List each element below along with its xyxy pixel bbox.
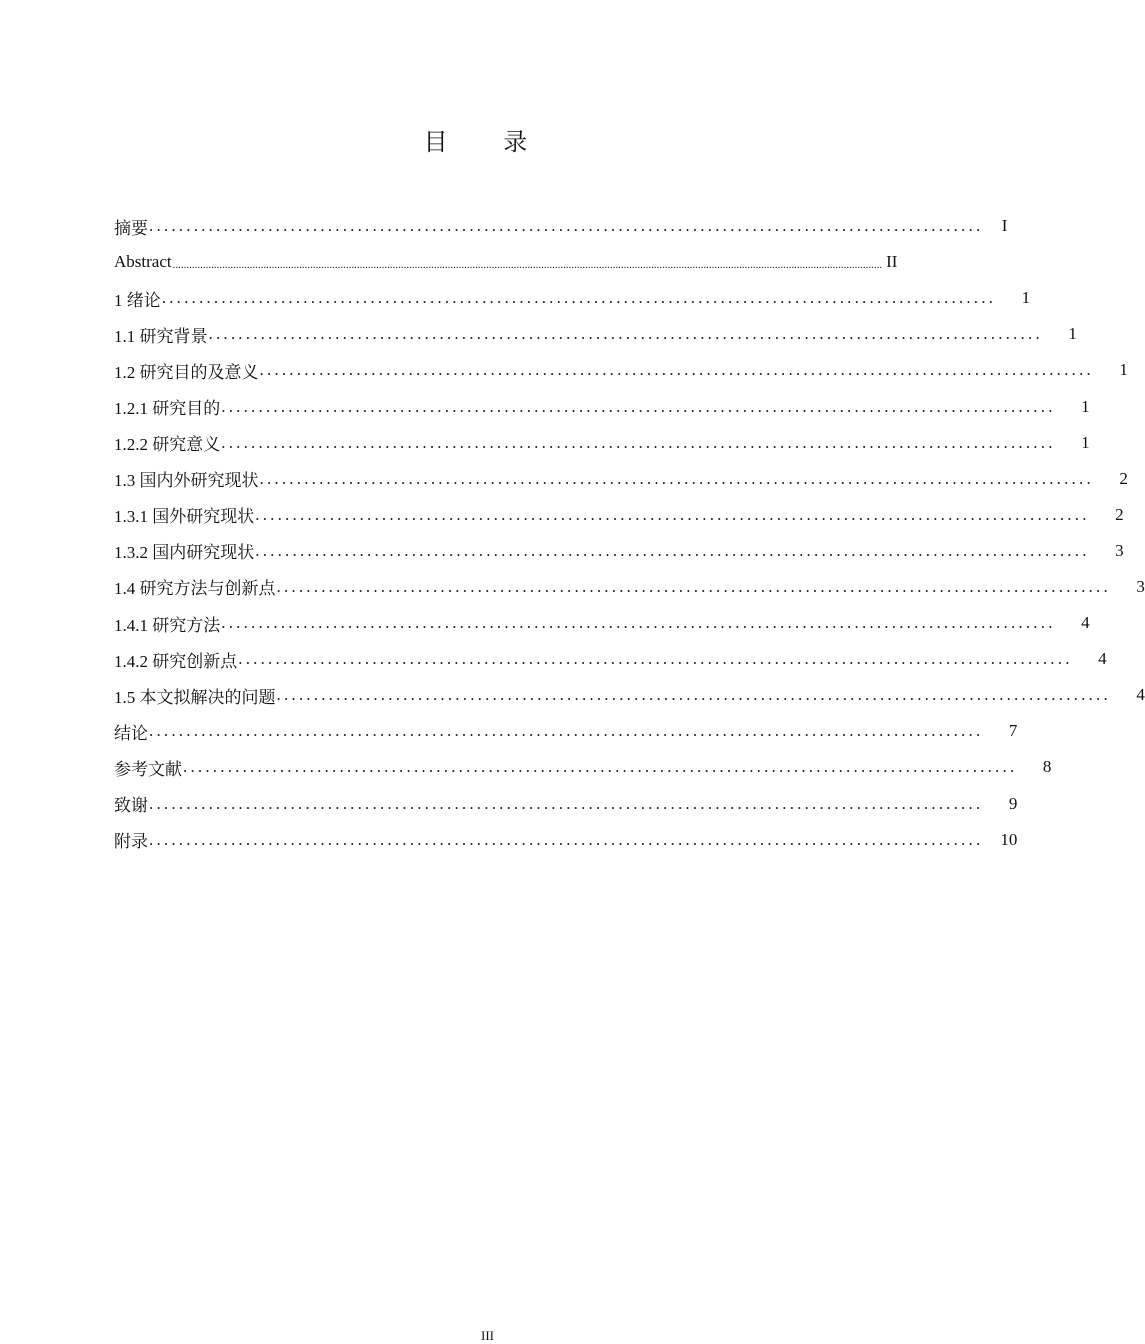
toc-entry-page: 4	[1098, 649, 1107, 669]
toc-entry-page: 9	[1008, 793, 1018, 813]
toc-entry[interactable]	[114, 425, 1090, 461]
toc-entry-label: 1 绪论	[114, 290, 161, 310]
toc-entry-label: 1.4 研究方法与创新点	[114, 579, 276, 599]
toc-entry-label: 1.3.2 国内研究现状	[114, 543, 255, 563]
toc-entry-label: 1.4.1 研究方法	[114, 615, 221, 635]
toc-entry-page: I	[1001, 216, 1008, 236]
toc-entry[interactable]	[114, 749, 1052, 785]
toc-entry[interactable]	[114, 388, 1090, 424]
toc-entry-label: 1.2.2 研究意义	[114, 435, 221, 455]
toc-entry-label: 摘要	[114, 218, 148, 238]
dot-leader: ................................................................................................................	[276, 576, 1111, 596]
toc-entry-label: 1.3.1 国外研究现状	[114, 507, 255, 527]
toc-entry[interactable]	[114, 822, 1018, 858]
toc-entry[interactable]	[114, 605, 1090, 641]
toc-entry-page: 4	[1136, 685, 1145, 705]
dot-leader: ................................................................................................................	[259, 360, 1094, 380]
dot-leader: ..................................................................................................................................................................................................................................................................	[172, 258, 883, 271]
toc-entry[interactable]	[114, 569, 1145, 605]
dot-leader: ................................................................................................................	[149, 216, 984, 236]
toc-entry[interactable]	[114, 677, 1145, 713]
dot-leader: ................................................................................................................	[221, 613, 1056, 633]
dot-leader: ................................................................................................................	[149, 829, 984, 849]
toc-entry[interactable]	[114, 533, 1124, 569]
table-of-contents	[114, 208, 1145, 858]
toc-entry-label: 结论	[114, 723, 148, 743]
toc-entry-page: II	[886, 252, 898, 272]
dot-leader: ................................................................................................................	[149, 793, 984, 813]
dot-leader: ................................................................................................................	[238, 649, 1073, 669]
toc-entry-page: 7	[1008, 721, 1018, 741]
dot-leader: ................................................................................................................	[255, 504, 1090, 524]
toc-entry-page: 3	[1136, 576, 1145, 596]
dot-leader: ................................................................................................................	[208, 324, 1043, 344]
toc-entry-page: 2	[1119, 468, 1128, 488]
toc-entry-page: 8	[1042, 757, 1052, 777]
toc-entry[interactable]	[114, 497, 1124, 533]
toc-entry[interactable]	[114, 641, 1107, 677]
dot-leader: ................................................................................................................	[276, 685, 1111, 705]
toc-entry-page: 2	[1115, 504, 1124, 524]
dot-leader: ................................................................................................................	[221, 396, 1056, 416]
toc-entry-page: 1	[1021, 288, 1031, 308]
toc-entry-label: 1.3 国内外研究现状	[114, 471, 259, 491]
toc-entry-page: 1	[1119, 360, 1128, 380]
dot-leader: ................................................................................................................	[149, 721, 984, 741]
dot-leader: ................................................................................................................	[259, 468, 1094, 488]
toc-entry-page: 3	[1115, 540, 1124, 560]
dot-leader: ................................................................................................................	[183, 757, 1018, 777]
toc-entry[interactable]	[114, 713, 1018, 749]
toc-entry[interactable]	[114, 208, 1008, 244]
toc-entry[interactable]	[114, 316, 1077, 352]
toc-entry-label: 1.2 研究目的及意义	[114, 362, 259, 382]
toc-entry[interactable]	[114, 352, 1128, 388]
toc-entry-label: 1.5 本文拟解决的问题	[114, 687, 276, 707]
toc-entry[interactable]	[114, 461, 1128, 497]
toc-entry-label: 附录	[114, 832, 148, 852]
toc-entry-page: 1	[1081, 396, 1090, 416]
toc-entry-label: 1.1 研究背景	[114, 326, 208, 346]
toc-entry-page: 10	[1000, 829, 1018, 849]
page-number: III	[481, 1328, 494, 1343]
toc-entry-label: 致谢	[114, 796, 148, 816]
toc-entry-label: Abstract	[114, 252, 172, 272]
page-title: 目 录	[423, 128, 552, 156]
toc-entry-page: 4	[1081, 613, 1090, 633]
dot-leader: ................................................................................................................	[255, 540, 1090, 560]
toc-entry[interactable]	[114, 280, 1031, 316]
toc-entry-label: 1.2.1 研究目的	[114, 399, 221, 419]
toc-entry-page: 1	[1068, 324, 1077, 344]
dot-leader: ................................................................................................................	[161, 288, 997, 308]
toc-entry-label: 参考文献	[114, 759, 182, 779]
toc-entry-page: 1	[1081, 432, 1090, 452]
toc-entry[interactable]	[114, 244, 898, 280]
toc-entry-label: 1.4.2 研究创新点	[114, 651, 238, 671]
dot-leader: ................................................................................................................	[221, 432, 1056, 452]
toc-entry[interactable]	[114, 786, 1018, 822]
